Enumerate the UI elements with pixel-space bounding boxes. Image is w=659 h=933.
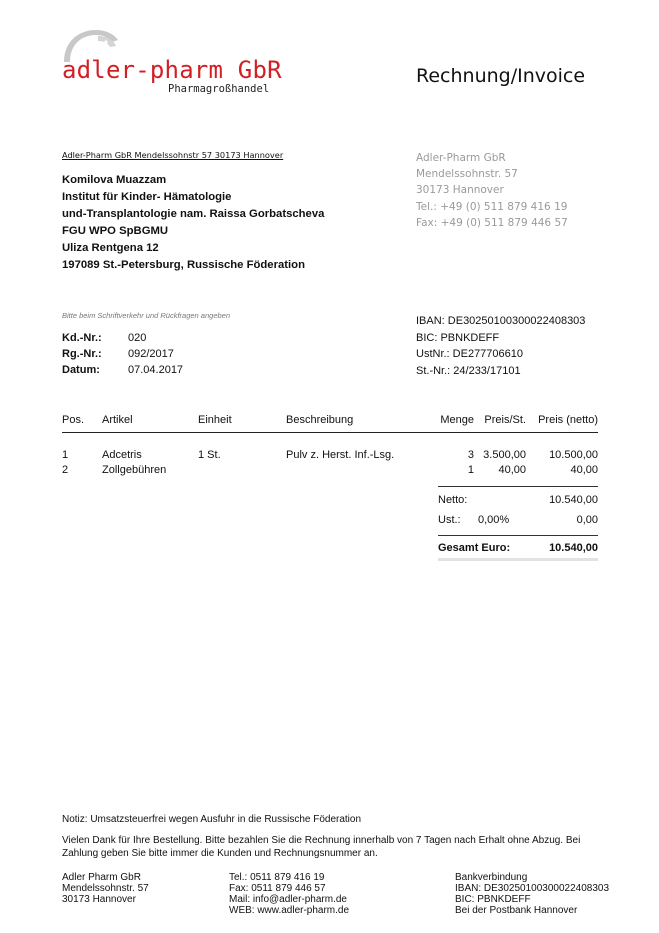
col-netto: Preis (netto) [538, 414, 598, 426]
tax-note: Notiz: Umsatzsteuerfrei wegen Ausfuhr in die Russische Föderation [62, 814, 362, 825]
reference-note: Bitte beim Schriftverkehr und Rückfragen angeben [62, 311, 231, 320]
company-subtitle: Pharmagroßhandel [168, 83, 270, 95]
recipient-address [62, 172, 324, 274]
st-nr: St.-Nr.: 24/233/17101 [416, 364, 521, 377]
recipient-line: Komilova Muazzam [62, 174, 167, 186]
ust-value: 0,00 [576, 514, 598, 526]
footer-bank [455, 872, 609, 916]
ref-label: Kd.-Nr.: [62, 332, 102, 344]
cell-pos: 2 [62, 464, 69, 476]
footer-line: Bankverbindung [455, 872, 528, 883]
recipient-line: FGU WPO SpBGMU [62, 225, 169, 237]
col-einheit: Einheit [198, 414, 232, 426]
footer-line: Adler Pharm GbR [62, 872, 141, 883]
ust-rate: 0,00% [478, 514, 510, 526]
netto-row [438, 494, 598, 514]
col-preis: Preis/St. [484, 414, 526, 426]
sender-street: Mendelssohnstr. 57 [416, 168, 518, 181]
return-address: Adler-Pharm GbR Mendelssohnstr 57 30173 Hannover [62, 150, 284, 160]
table-row [62, 464, 598, 479]
recipient-line: 197089 St.-Petersburg, Russische Föderation [62, 259, 305, 271]
footer-line: Tel.: 0511 879 416 19 [229, 872, 325, 883]
footer-contact [229, 872, 349, 916]
bank-iban: IBAN: DE30250100300022408303 [416, 315, 586, 327]
footer-line: BIC: PBNKDEFF [455, 894, 531, 905]
cell-menge: 1 [467, 464, 474, 476]
gesamt-value: 10.540,00 [549, 542, 598, 554]
col-artikel: Artikel [102, 414, 133, 426]
document-title: Rechnung/Invoice [416, 65, 586, 87]
ust-row [438, 514, 598, 534]
col-beschreibung: Beschreibung [286, 414, 354, 426]
ref-value: 07.04.2017 [128, 364, 184, 376]
gesamt-label: Gesamt Euro: [438, 542, 511, 554]
sender-city: 30173 Hannover [416, 184, 504, 197]
cell-menge: 3 [467, 449, 474, 461]
cell-einheit: 1 St. [198, 449, 221, 461]
ref-value: 020 [128, 332, 147, 344]
totals-divider-top [438, 486, 598, 487]
ref-row-date [62, 362, 183, 378]
footer-web-link[interactable]: WEB: www.adler-pharm.de [229, 905, 350, 916]
cell-preis: 40,00 [498, 464, 526, 476]
cell-artikel: Adcetris [102, 449, 142, 461]
thanks-line: Zahlung geben Sie bitte immer die Kunden und Rechnungsnummer an. [62, 848, 378, 859]
bank-bic: BIC: PBNKDEFF [416, 331, 500, 344]
ust-nr: UstNr.: DE277706610 [416, 348, 524, 360]
ref-label: Rg.-Nr.: [62, 348, 102, 360]
recipient-line: und-Transplantologie nam. Raissa Gorbatscheva [62, 208, 325, 220]
thanks-note [62, 834, 580, 860]
ref-row-invoice [62, 346, 183, 362]
footer-email-link[interactable]: Mail: info@adler-pharm.de [229, 894, 347, 905]
cell-netto: 10.500,00 [549, 449, 598, 461]
footer-line: Mendelssohnstr. 57 [62, 883, 149, 894]
reference-table [62, 330, 183, 378]
footer-line: Bei der Postbank Hannover [455, 905, 578, 916]
cell-beschreibung: Pulv z. Herst. Inf.-Lsg. [286, 449, 395, 461]
sender-tel: Tel.: +49 (0) 511 879 416 19 [416, 200, 568, 213]
col-pos: Pos. [62, 414, 85, 426]
col-menge: Menge [440, 414, 474, 426]
totals-divider-mid [438, 535, 598, 536]
footer-line: Fax: 0511 879 446 57 [229, 883, 326, 894]
company-name: adler-pharm GbR [62, 56, 282, 84]
ust-label: Ust.: [438, 514, 461, 526]
cell-pos: 1 [62, 449, 69, 461]
ref-label: Datum: [62, 364, 100, 376]
bank-info [416, 313, 585, 379]
table-row [62, 449, 598, 464]
netto-value: 10.540,00 [549, 494, 598, 506]
totals-block [438, 494, 598, 562]
footer-line: IBAN: DE30250100300022408303 [455, 883, 610, 894]
table-header [62, 414, 598, 433]
cell-preis: 3.500,00 [483, 449, 526, 461]
items-table [62, 414, 598, 479]
totals-divider-bottom [438, 558, 598, 561]
recipient-line: Uliza Rentgena 12 [62, 242, 159, 254]
thanks-line: Vielen Dank für Ihre Bestellung. Bitte bezahlen Sie die Rechnung innerhalb von 7 Tagen nach Erhalt ohne Abzug. Bei [62, 835, 581, 846]
recipient-line: Institut für Kinder- Hämatologie [62, 191, 232, 203]
sender-fax: Fax: +49 (0) 511 879 446 57 [416, 216, 568, 229]
sender-name: Adler-Pharm GbR [416, 152, 506, 164]
cell-artikel: Zollgebühren [102, 464, 167, 476]
netto-label: Netto: [438, 494, 468, 506]
footer-address [62, 872, 149, 905]
sender-block [416, 150, 568, 231]
ref-row-customer [62, 330, 183, 346]
ref-value: 092/2017 [128, 348, 174, 360]
cell-netto: 40,00 [570, 464, 598, 476]
footer-line: 30173 Hannover [62, 894, 136, 905]
